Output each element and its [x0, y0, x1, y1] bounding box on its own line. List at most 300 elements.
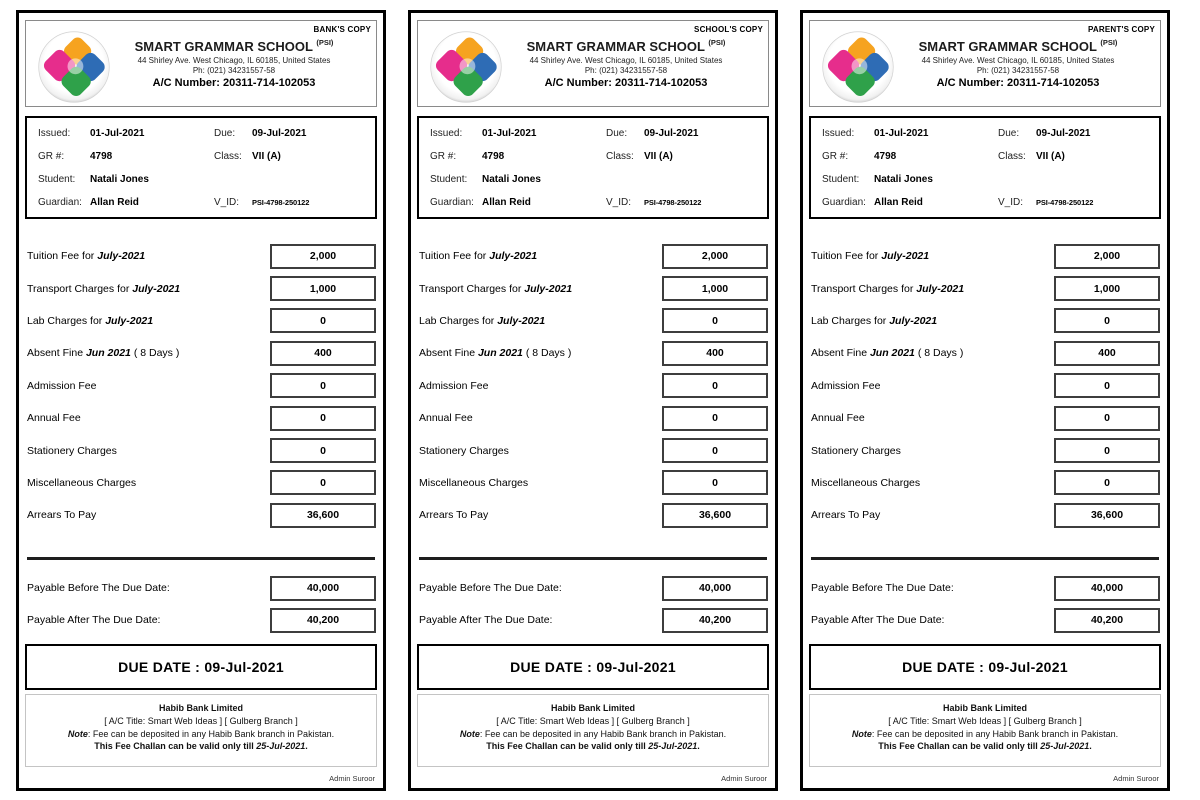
- fee-label-text: Transport Charges for: [419, 282, 525, 295]
- total-row: [809, 604, 1161, 636]
- school-phone: Ph: (021) 34231557-58: [192, 66, 276, 76]
- issued-value: 01-Jul-2021: [90, 128, 145, 139]
- fee-amount-box: [270, 438, 376, 463]
- bank-account-title: [ A/C Title: Smart Web Ideas ] [ Gulberg Branch ]: [888, 715, 1082, 726]
- fee-label: [27, 509, 96, 521]
- fee-label-text: Stationery Charges: [27, 444, 117, 457]
- fee-amount-box: [1054, 503, 1160, 528]
- total-label: Payable After The Due Date:: [419, 614, 553, 627]
- fee-amount: 36,600: [698, 509, 732, 522]
- challan-header: [25, 20, 377, 107]
- fee-amount-box: [270, 373, 376, 398]
- fee-list: [25, 240, 377, 532]
- issued-label: Issued:: [822, 128, 855, 139]
- fee-row: [417, 305, 769, 337]
- fee-label-text: Arrears To Pay: [27, 509, 97, 522]
- fee-label: [419, 445, 509, 457]
- fee-label: [27, 250, 145, 262]
- fee-label-period: Jun 2021: [85, 347, 131, 360]
- fee-row: [809, 467, 1161, 499]
- fee-amount-box: [270, 470, 376, 495]
- guardian-label: Guardian:: [38, 197, 82, 208]
- fee-label-period: July-2021: [497, 314, 546, 327]
- due-value: 09-Jul-2021: [644, 128, 699, 139]
- fee-amount-box: [1054, 373, 1160, 398]
- admin-signature: Admin Suroor: [329, 774, 375, 784]
- total-amount-box: [1054, 608, 1160, 633]
- validity-post: .: [1089, 741, 1092, 752]
- gr-value: 4798: [874, 151, 897, 162]
- vid-value: PSI-4798-250122: [644, 198, 702, 207]
- fee-amount: 1,000: [309, 282, 337, 295]
- fee-row: [417, 337, 769, 369]
- class-label: Class:: [606, 151, 634, 162]
- total-amount: 40,200: [1090, 614, 1124, 627]
- fee-row: [25, 402, 377, 434]
- school-name-suffix: (PSI): [1100, 38, 1118, 47]
- fee-amount: 400: [706, 347, 724, 360]
- bank-name: Habib Bank Limited: [550, 703, 635, 714]
- admin-signature: Admin Suroor: [721, 774, 767, 784]
- fee-amount-box: [1054, 276, 1160, 301]
- fee-label: [811, 347, 963, 359]
- fee-label: [419, 477, 528, 489]
- school-account-number: A/C Number: 20311-714-102053: [544, 77, 708, 90]
- fee-amount-box: [270, 341, 376, 366]
- fee-label: [419, 250, 537, 262]
- guardian-label: Guardian:: [822, 197, 866, 208]
- fee-amount: 1,000: [1093, 282, 1121, 295]
- note-word: Note: [851, 728, 872, 739]
- fee-label: [811, 250, 929, 262]
- class-value: VII (A): [1036, 151, 1065, 162]
- school-name-text: SMART GRAMMAR SCHOOL: [526, 39, 705, 54]
- fee-label-text: Admission Fee: [419, 379, 489, 392]
- fee-label-period: July-2021: [881, 250, 930, 263]
- school-phone: Ph: (021) 34231557-58: [976, 66, 1060, 76]
- validity-date: 25-Jul-2021: [648, 741, 698, 752]
- due-date-banner: DUE DATE : 09-Jul-2021: [809, 644, 1161, 690]
- fee-row: [809, 305, 1161, 337]
- note-text: : Fee can be deposited in any Habib Bank branch in Pakistan.: [87, 728, 335, 739]
- guardian-label: Guardian:: [430, 197, 474, 208]
- fee-label-text: Tuition Fee for: [811, 250, 882, 263]
- due-value: 09-Jul-2021: [252, 128, 307, 139]
- fee-amount: 0: [712, 412, 718, 425]
- school-name-text: SMART GRAMMAR SCHOOL: [918, 39, 1097, 54]
- deposit-note: [810, 728, 1160, 741]
- fee-row: [417, 434, 769, 466]
- challan-header: [417, 20, 769, 107]
- fee-row: [417, 272, 769, 304]
- vid-label: V_ID:: [606, 197, 632, 208]
- school-account-number: A/C Number: 20311-714-102053: [152, 77, 316, 90]
- school-name: [484, 38, 768, 55]
- fee-amount: 2,000: [309, 250, 337, 263]
- fee-amount-box: [662, 276, 768, 301]
- fee-amount: 36,600: [306, 509, 340, 522]
- fee-amount-box: [1054, 406, 1160, 431]
- total-label: Payable Before The Due Date:: [811, 582, 954, 595]
- fee-label-text: Transport Charges for: [811, 282, 917, 295]
- fee-row: [809, 337, 1161, 369]
- school-logo-icon: [430, 31, 502, 103]
- total-amount-box: [662, 608, 768, 633]
- fee-amount-box: [270, 406, 376, 431]
- total-amount-box: [662, 576, 768, 601]
- due-label: Due:: [606, 128, 628, 139]
- fee-label-suffix: ( 8 Days ): [130, 347, 180, 360]
- fee-row: [25, 434, 377, 466]
- section-divider: [27, 557, 375, 561]
- fee-amount: 0: [320, 314, 326, 327]
- fee-row: [417, 240, 769, 272]
- fee-row: [417, 370, 769, 402]
- fee-row: [25, 499, 377, 531]
- fee-amount: 0: [712, 314, 718, 327]
- student-value: Natali Jones: [482, 174, 541, 185]
- fee-row: [417, 402, 769, 434]
- fee-amount: 0: [320, 412, 326, 425]
- admin-signature: Admin Suroor: [1113, 774, 1159, 784]
- gr-label: GR #:: [38, 151, 65, 162]
- fee-label-text: Tuition Fee for: [27, 250, 98, 263]
- fee-amount: 0: [320, 476, 326, 489]
- note-text: : Fee can be deposited in any Habib Bank branch in Pakistan.: [871, 728, 1119, 739]
- issued-label: Issued:: [430, 128, 463, 139]
- fee-list: [809, 240, 1161, 532]
- totals-list: [809, 572, 1161, 636]
- fee-label: [811, 283, 964, 295]
- total-amount: 40,200: [306, 614, 340, 627]
- fee-label: [811, 315, 937, 327]
- fee-label-period: July-2021: [524, 282, 573, 295]
- spacer-cell: [214, 168, 252, 191]
- fee-amount-box: [662, 341, 768, 366]
- class-label: Class:: [214, 151, 242, 162]
- fee-label-text: Annual Fee: [811, 412, 865, 425]
- guardian-value: Allan Reid: [482, 197, 531, 208]
- school-name: [92, 38, 376, 55]
- due-value: 09-Jul-2021: [1036, 128, 1091, 139]
- validity-pre: This Fee Challan can be valid only till: [878, 741, 1041, 752]
- fee-row: [809, 499, 1161, 531]
- school-address: 44 Shirley Ave. West Chicago, IL 60185, United States: [529, 56, 723, 66]
- fee-row: [25, 337, 377, 369]
- class-value: VII (A): [252, 151, 281, 162]
- validity-pre: This Fee Challan can be valid only till: [94, 741, 257, 752]
- fee-label-text: Stationery Charges: [811, 444, 901, 457]
- fee-label-text: Lab Charges for: [419, 314, 498, 327]
- fee-amount-box: [270, 276, 376, 301]
- bank-note-box: [417, 694, 769, 767]
- fee-challan-parent-s-copy: [800, 10, 1170, 791]
- fee-label-text: Miscellaneous Charges: [811, 476, 921, 489]
- fee-amount: 0: [320, 379, 326, 392]
- fee-amount: 0: [712, 444, 718, 457]
- validity-post: .: [697, 741, 700, 752]
- issued-value: 01-Jul-2021: [482, 128, 537, 139]
- fee-label: [27, 347, 179, 359]
- student-info-box: [417, 116, 769, 219]
- vid-label: V_ID:: [998, 197, 1024, 208]
- fee-label-text: Annual Fee: [419, 412, 473, 425]
- school-address: 44 Shirley Ave. West Chicago, IL 60185, United States: [921, 56, 1115, 66]
- total-row: [25, 604, 377, 636]
- fee-label-text: Absent Fine: [811, 347, 870, 360]
- fee-amount: 0: [1104, 444, 1110, 457]
- fee-amount: 0: [1104, 476, 1110, 489]
- fee-row: [25, 272, 377, 304]
- fee-label-period: July-2021: [889, 314, 938, 327]
- fee-amount: 2,000: [1093, 250, 1121, 263]
- section-divider: [419, 557, 767, 561]
- spacer-cell: [252, 168, 364, 191]
- due-date-banner: DUE DATE : 09-Jul-2021: [417, 644, 769, 690]
- fee-label: [811, 380, 880, 392]
- total-amount: 40,000: [698, 582, 732, 595]
- fee-label-text: Absent Fine: [419, 347, 478, 360]
- fee-row: [25, 305, 377, 337]
- fee-label: [27, 283, 180, 295]
- fee-label-text: Absent Fine: [27, 347, 86, 360]
- fee-amount-box: [662, 373, 768, 398]
- copy-label: SCHOOL'S COPY: [694, 25, 763, 34]
- fee-label-text: Tuition Fee for: [419, 250, 490, 263]
- validity-pre: This Fee Challan can be valid only till: [486, 741, 649, 752]
- student-info-grid: [430, 122, 756, 214]
- bank-name: Habib Bank Limited: [942, 703, 1027, 714]
- fee-amount-box: [662, 308, 768, 333]
- fee-amount-box: [1054, 244, 1160, 269]
- fee-amount-box: [1054, 341, 1160, 366]
- fee-amount-box: [1054, 438, 1160, 463]
- student-label: Student:: [430, 174, 468, 185]
- fee-label: [419, 509, 488, 521]
- total-amount-box: [270, 576, 376, 601]
- school-logo-icon: [38, 31, 110, 103]
- fee-list: [417, 240, 769, 532]
- fee-label-text: Lab Charges for: [811, 314, 890, 327]
- class-label: Class:: [998, 151, 1026, 162]
- challan-header: [809, 20, 1161, 107]
- student-label: Student:: [38, 174, 76, 185]
- fee-amount: 0: [712, 476, 718, 489]
- fee-label: [419, 283, 572, 295]
- fee-row: [25, 240, 377, 272]
- fee-label-period: Jun 2021: [869, 347, 915, 360]
- vid-value: PSI-4798-250122: [252, 198, 310, 207]
- fee-amount: 36,600: [1090, 509, 1124, 522]
- due-label: Due:: [214, 128, 236, 139]
- school-name-suffix: (PSI): [316, 38, 334, 47]
- fee-amount-box: [1054, 308, 1160, 333]
- fee-label: [27, 445, 117, 457]
- student-label: Student:: [822, 174, 860, 185]
- fee-amount: 2,000: [701, 250, 729, 263]
- total-amount-box: [270, 608, 376, 633]
- bank-note-box: [25, 694, 377, 767]
- fee-challan-school-s-copy: [408, 10, 778, 791]
- fee-amount: 0: [1104, 314, 1110, 327]
- fee-amount: 400: [314, 347, 332, 360]
- fee-row: [25, 467, 377, 499]
- school-logo-icon: [822, 31, 894, 103]
- fee-label-text: Transport Charges for: [27, 282, 133, 295]
- fee-label-text: Arrears To Pay: [811, 509, 881, 522]
- validity-date: 25-Jul-2021: [256, 741, 306, 752]
- deposit-note: [26, 728, 376, 741]
- spacer-cell: [1036, 168, 1148, 191]
- fee-label-period: July-2021: [916, 282, 965, 295]
- fee-label-text: Admission Fee: [811, 379, 881, 392]
- fee-label-text: Miscellaneous Charges: [27, 476, 137, 489]
- fee-amount-box: [270, 308, 376, 333]
- totals-list: [25, 572, 377, 636]
- fee-amount-box: [662, 406, 768, 431]
- fee-label: [811, 445, 901, 457]
- fee-label-text: Miscellaneous Charges: [419, 476, 529, 489]
- school-phone: Ph: (021) 34231557-58: [584, 66, 668, 76]
- fee-amount-box: [662, 244, 768, 269]
- gr-label: GR #:: [430, 151, 457, 162]
- total-amount: 40,200: [698, 614, 732, 627]
- fee-label-period: July-2021: [132, 282, 181, 295]
- fee-label-suffix: ( 8 Days ): [522, 347, 572, 360]
- fee-label: [27, 315, 153, 327]
- fee-label: [419, 380, 488, 392]
- note-word: Note: [459, 728, 480, 739]
- student-value: Natali Jones: [874, 174, 933, 185]
- fee-row: [809, 240, 1161, 272]
- fee-amount: 400: [1098, 347, 1116, 360]
- total-row: [417, 572, 769, 604]
- gr-value: 4798: [482, 151, 505, 162]
- fee-label: [811, 412, 865, 424]
- validity-date: 25-Jul-2021: [1040, 741, 1090, 752]
- school-name-text: SMART GRAMMAR SCHOOL: [134, 39, 313, 54]
- student-info-box: [25, 116, 377, 219]
- deposit-note: [418, 728, 768, 741]
- fee-label-period: July-2021: [105, 314, 154, 327]
- fee-label-text: Admission Fee: [27, 379, 97, 392]
- fee-label-text: Arrears To Pay: [419, 509, 489, 522]
- vid-label: V_ID:: [214, 197, 240, 208]
- fee-amount: 0: [1104, 412, 1110, 425]
- fee-label-text: Annual Fee: [27, 412, 81, 425]
- school-name: [876, 38, 1160, 55]
- fee-label: [27, 380, 96, 392]
- total-amount: 40,000: [306, 582, 340, 595]
- school-name-suffix: (PSI): [708, 38, 726, 47]
- student-info-box: [809, 116, 1161, 219]
- issued-label: Issued:: [38, 128, 71, 139]
- fee-label: [27, 477, 136, 489]
- copy-label: BANK'S COPY: [313, 25, 371, 34]
- fee-label: [811, 509, 880, 521]
- fee-amount-box: [1054, 470, 1160, 495]
- total-label: Payable Before The Due Date:: [419, 582, 562, 595]
- fee-amount: 1,000: [701, 282, 729, 295]
- fee-row: [417, 467, 769, 499]
- total-amount: 40,000: [1090, 582, 1124, 595]
- gr-value: 4798: [90, 151, 113, 162]
- bank-account-title: [ A/C Title: Smart Web Ideas ] [ Gulberg Branch ]: [104, 715, 298, 726]
- fee-label: [419, 315, 545, 327]
- validity-post: .: [305, 741, 308, 752]
- student-info-grid: [822, 122, 1148, 214]
- fee-label-period: Jun 2021: [477, 347, 523, 360]
- fee-amount-box: [662, 503, 768, 528]
- fee-label: [419, 412, 473, 424]
- fee-label: [27, 412, 81, 424]
- spacer-cell: [644, 168, 756, 191]
- copy-label: PARENT'S COPY: [1087, 25, 1155, 34]
- fee-amount: 0: [320, 444, 326, 457]
- bank-account-title: [ A/C Title: Smart Web Ideas ] [ Gulberg Branch ]: [496, 715, 690, 726]
- fee-row: [809, 402, 1161, 434]
- class-value: VII (A): [644, 151, 673, 162]
- fee-label-period: July-2021: [489, 250, 538, 263]
- fee-amount-box: [662, 470, 768, 495]
- total-row: [25, 572, 377, 604]
- due-date-banner: DUE DATE : 09-Jul-2021: [25, 644, 377, 690]
- note-text: : Fee can be deposited in any Habib Bank branch in Pakistan.: [479, 728, 727, 739]
- student-value: Natali Jones: [90, 174, 149, 185]
- school-account-number: A/C Number: 20311-714-102053: [936, 77, 1100, 90]
- fee-label-period: July-2021: [97, 250, 146, 263]
- fee-label: [419, 347, 571, 359]
- validity-note: [810, 740, 1160, 753]
- validity-note: [26, 740, 376, 753]
- fee-label-text: Lab Charges for: [27, 314, 106, 327]
- fee-label-suffix: ( 8 Days ): [914, 347, 964, 360]
- section-divider: [811, 557, 1159, 561]
- gr-label: GR #:: [822, 151, 849, 162]
- total-label: Payable After The Due Date:: [27, 614, 161, 627]
- fee-label-text: Stationery Charges: [419, 444, 509, 457]
- bank-note-box: [809, 694, 1161, 767]
- total-label: Payable After The Due Date:: [811, 614, 945, 627]
- note-word: Note: [67, 728, 88, 739]
- spacer-cell: [606, 168, 644, 191]
- guardian-value: Allan Reid: [874, 197, 923, 208]
- vid-value: PSI-4798-250122: [1036, 198, 1094, 207]
- fee-row: [25, 370, 377, 402]
- issued-value: 01-Jul-2021: [874, 128, 929, 139]
- fee-amount-box: [662, 438, 768, 463]
- fee-amount-box: [270, 244, 376, 269]
- fee-challan-bank-s-copy: [16, 10, 386, 791]
- fee-amount-box: [270, 503, 376, 528]
- fee-row: [417, 499, 769, 531]
- total-row: [417, 604, 769, 636]
- bank-name: Habib Bank Limited: [158, 703, 243, 714]
- fee-row: [809, 370, 1161, 402]
- fee-row: [809, 272, 1161, 304]
- total-row: [809, 572, 1161, 604]
- fee-amount: 0: [1104, 379, 1110, 392]
- fee-label: [811, 477, 920, 489]
- due-label: Due:: [998, 128, 1020, 139]
- totals-list: [417, 572, 769, 636]
- total-label: Payable Before The Due Date:: [27, 582, 170, 595]
- school-address: 44 Shirley Ave. West Chicago, IL 60185, United States: [137, 56, 331, 66]
- fee-amount: 0: [712, 379, 718, 392]
- guardian-value: Allan Reid: [90, 197, 139, 208]
- spacer-cell: [998, 168, 1036, 191]
- student-info-grid: [38, 122, 364, 214]
